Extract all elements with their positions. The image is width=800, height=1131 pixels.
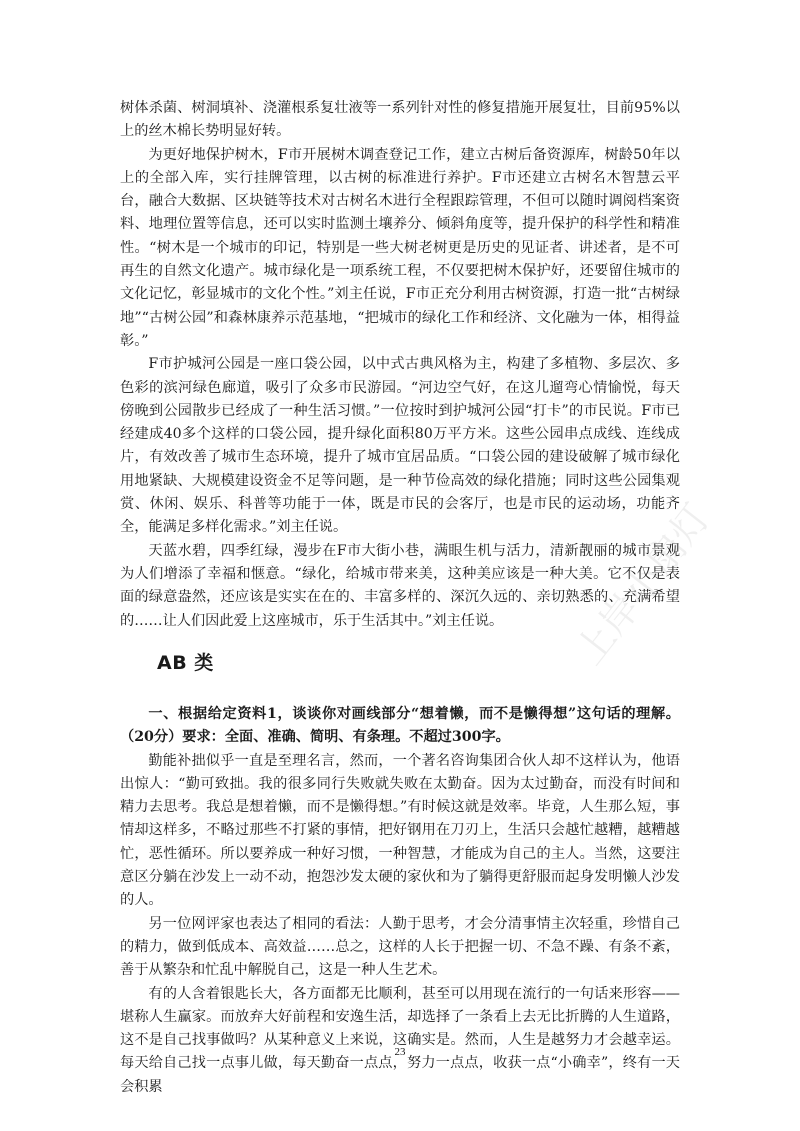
material-text-block [120,97,680,633]
answer-text-block [120,703,680,1099]
paragraph-tree-protection: 为更好地保护树木，F市开展树木调查登记工作，建立古树后备资源库，树龄50年以上的全部入库，实行挂牌管理，以古树的标准进行养护。F市还建立古树名木智慧云平台，融合大数据、区块链等技术对古树名木进行全程跟踪管理，不但可以随时调阅档案资料、地理位置等信息，还可以实时监测土壤养分、倾斜角度等，提升保护的科学性和精准性。“树木是一个城市的印记，特别是一些大树老树更是历史的见证者、讲述者，是不可再生的自然文化遗产。城市绿化是一项系统工程，不仅要把树木保护好，还要留住城市的文化记忆，彰显城市的文化个性。”刘主任说，F市正充分利用古树资源，打造一批“古树绿地”“古树公园”和森林康养示范基地，“把城市的绿化工作和经济、文化融为一体，相得益彰。” [120,146,680,349]
question-prompt: 一、根据给定资料1，谈谈你对画线部分“想着懒，而不是懒得想”这句话的理解。（20分）要求：全面、准确、简明、有条理。不超过300字。 [120,706,680,746]
paragraph-pocket-park: F市护城河公园是一座口袋公园，以中式古典风格为主，构建了多植物、多层次、多色彩的滨河绿色廊道，吸引了众多市民游园。“河边空气好，在这儿遛弯心情愉悦，每天傍晚到公园散步已经成了一种生活习惯。”一位按时到护城河公园“打卡”的市民说。F市已经建成40多个这样的口袋公园，提升绿化面积80万平方米。这些公园串点成线、连线成片，有效改善了城市生态环境，提升了城市宜居品质。“口袋公园的建设破解了城市绿化用地紧缺、大规模建设资金不足等问题，是一种节俭高效的绿化措施；同时这些公园集观赏、休闲、娱乐、科普等功能于一体，既是市民的会客厅，也是市民的运动场，功能齐全，能满足多样化需求。”刘主任说。 [120,356,680,536]
paragraph-web-critic: 另一位网评家也表达了相同的看法：人勤于思考，才会分清事情主次轻重，珍惜自己的精力，做到低成本、高效益……总之，这样的人长于把握一切、不急不躁、有条不紊，善于从繁杂和忙乱中解脱自己，这是一种人生艺术。 [120,915,680,979]
paragraph-life-winner: 有的人含着银匙长大，各方面都无比顺利，甚至可以用现在流行的一句话来形容——堪称人生赢家。而放弃大好前程和安逸生活，却选择了一条看上去无比折腾的人生道路，这不是自己找事做吗？从某种意义上来说，这确实是。然而，人生是越努力才会越幸运。每天给自己找一点事儿做，每天勤奋一点点，努力一点点，收获一点“小确幸”，终有一天会积累 [120,985,680,1095]
section-heading-ab: AB 类 [157,652,214,674]
page-number: 23 [394,1046,406,1058]
watermark: 上岸小扇灯 [567,495,719,673]
paragraph-city-greening: 天蓝水碧，四季红绿，漫步在F市大街小巷，满眼生机与活力，清新靓丽的城市景观为人们增添了幸福和惬意。“绿化，给城市带来美，这种美应该是一种大美。它不仅是表面的绿意盎然，还应该是实实在在的、丰富多样的、深沉久远的、亲切熟悉的、充满希望的……让人们因此爱上这座城市，乐于生活其中。”刘主任说。 [120,542,680,629]
paragraph-diligence: 勤能补拙似乎一直是至理名言，然而，一个著名咨询集团合伙人却不这样认为，他语出惊人：“勤可致拙。我的很多同行失败就失败在太勤奋。因为太过勤奋，而没有时间和精力去思考。我总是想着懒，而不是懒得想。”有时候这就是效率。毕竟，人生那么短，事情却这样多，不略过那些不打紧的事情，把好钢用在刀刃上，生活只会越忙越糟，越糟越忙，恶性循环。所以要养成一种好习惯，一种智慧，才能成为自己的主人。当然，这要注意区分躺在沙发上一动不动，抱怨沙发太硬的家伙和为了躺得更舒服而起身发明懒人沙发的人。 [120,752,680,909]
paragraph-continuation: 树体杀菌、树洞填补、浇灌根系复壮液等一系列针对性的修复措施开展复壮，目前95%以上的丝木棉长势明显好转。 [120,100,680,140]
